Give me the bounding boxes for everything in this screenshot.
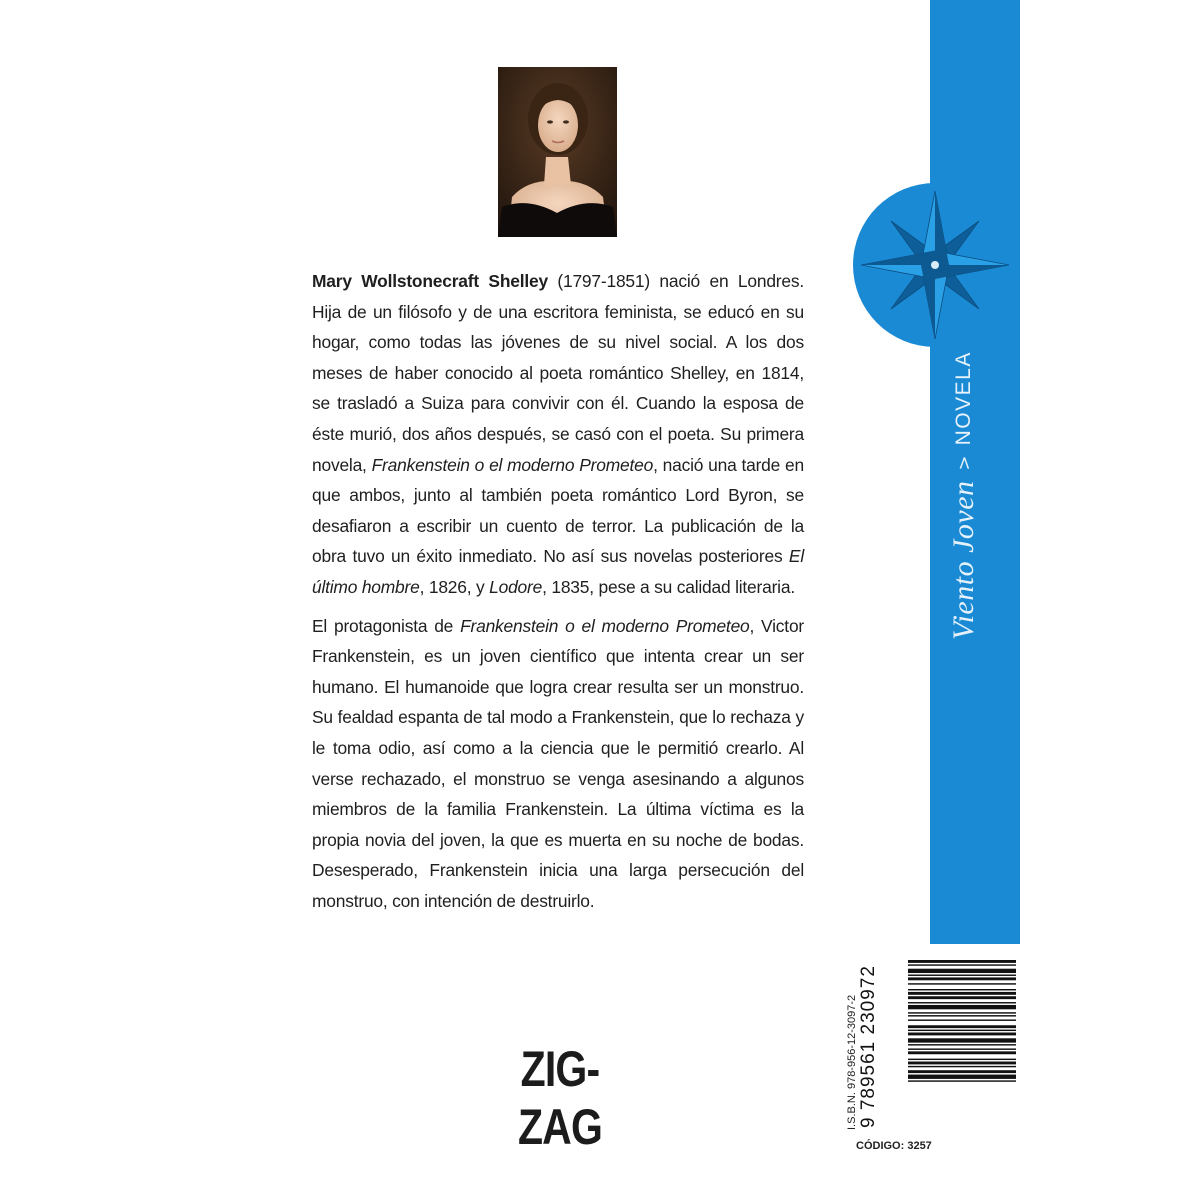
collection-series: Viento Joven bbox=[947, 480, 980, 640]
book-title-ref: El último hombre bbox=[312, 546, 804, 597]
barcode-digits: 9 789561 230972 bbox=[858, 965, 879, 1128]
book-title-ref: Frankenstein o el moderno Prometeo bbox=[371, 454, 654, 475]
author-bio-paragraph: Mary Wollstonecraft Shelley (1797-1851) nació en Londres. Hija de un filósofo y de una escritora feminista, se educó en su hogar, como todas las jóvenes de su nivel social. A los dos meses de haber conocido al poeta romántico Shelley, en 1814, se trasladó a Suiza para convivir con él. Cuando la esposa de éste murió, dos años después, se casó con el poeta. Su primera novela, Frankenstein o el moderno Prometeo, nació una tarde en que ambos, junto al también poeta romántico Lord Byron, se desafiaron a escribir un cuento de terror. La publicación de la obra tuvo un éxito inmediato. No así sus novelas posteriores El último hombre, 1826, y Lodore, 1835, pese a su calidad literaria. bbox=[312, 271, 804, 597]
collection-separator: > bbox=[953, 455, 975, 471]
book-title-ref: Lodore bbox=[489, 576, 543, 597]
product-code: CÓDIGO: 3257 bbox=[856, 1140, 932, 1152]
synopsis-paragraph: El protagonista de Frankenstein o el moderno Prometeo, Victor Frankenstein, es un joven científico que intenta crear un ser humano. El humanoide que logra crear resulta ser un monstruo. Su fealdad espanta de tal modo a Frankenstein, que lo rechaza y le toma odio, así como a la ciencia que le permitió crearlo. Al verse rechazado, el monstruo se venga asesinando a algunos miembros de la familia Frankenstein. La última víctima es la propia novia del joven, la que es muerta en su noche de bodas. Desesperado, Frankenstein inicia una larga persecución del monstruo, con intención de destruirlo. bbox=[312, 615, 805, 911]
author-portrait bbox=[498, 67, 617, 237]
portrait-image bbox=[498, 67, 617, 237]
collection-label bbox=[944, 351, 984, 640]
compass-rose-icon bbox=[853, 183, 1017, 347]
isbn-text: I.S.B.N. 978-956-12-3097-2 bbox=[846, 994, 858, 1130]
back-cover-text bbox=[312, 266, 804, 924]
book-title-ref: Frankenstein o el moderno Prometeo bbox=[460, 615, 750, 636]
barcode bbox=[878, 958, 1018, 1128]
collection-genre: NOVELA bbox=[952, 351, 975, 446]
publisher-logo: ZIG-ZAG bbox=[517, 1041, 603, 1155]
author-name: Mary Wollstonecraft Shelley bbox=[312, 271, 548, 291]
